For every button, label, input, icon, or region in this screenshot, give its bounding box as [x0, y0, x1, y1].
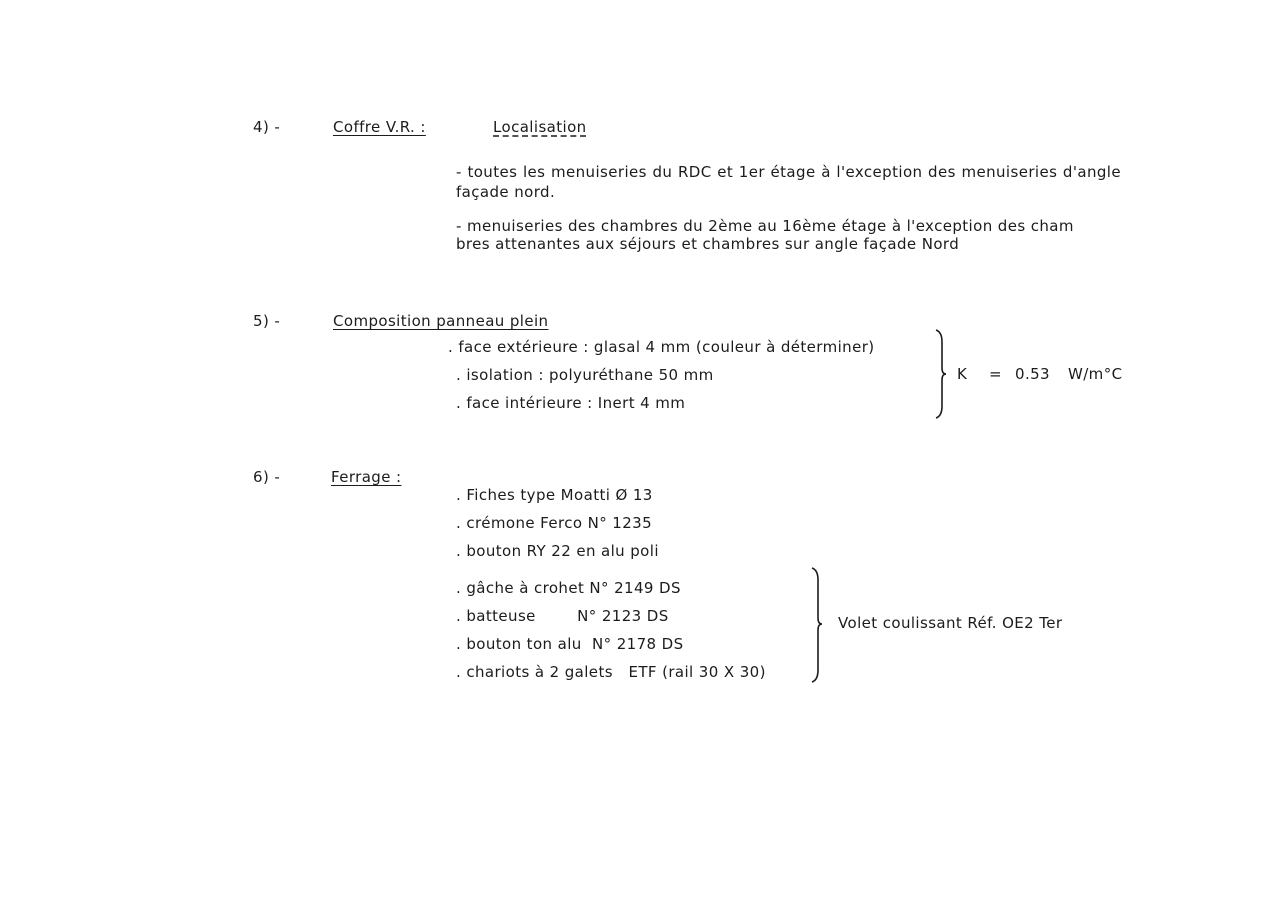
- ferrage-item: . bouton RY 22 en alu poli: [456, 542, 659, 560]
- section-4-number: 4) -: [253, 118, 281, 136]
- k-unit: W/m°C: [1068, 365, 1123, 383]
- ferrage-item: . crémone Ferco N° 1235: [456, 514, 653, 532]
- ferrage-group-item: . chariots à 2 galets ETF (rail 30 X 30): [456, 663, 766, 681]
- k-value: 0.53: [1015, 365, 1050, 383]
- ferrage-group-item: . batteuse N° 2123 DS: [456, 607, 669, 625]
- section-4-subtitle: Localisation: [493, 118, 587, 136]
- composition-item: . isolation : polyuréthane 50 mm: [456, 366, 714, 384]
- composition-item: . face intérieure : Inert 4 mm: [456, 394, 686, 412]
- section-6-number: 6) -: [253, 468, 281, 486]
- section-4-paragraph-2-line-2: bres attenantes aux séjours et chambres sur angle façade Nord: [456, 235, 960, 253]
- section-4-paragraph-2-line-1: - menuiseries des chambres du 2ème au 16ème étage à l'exception des cham: [456, 217, 1074, 235]
- section-5-title: Composition panneau plein: [333, 312, 549, 330]
- right-brace-ferrage: [806, 566, 828, 684]
- section-4-paragraph-1: - toutes les menuiseries du RDC et 1er étage à l'exception des menuiseries d'angle façade nord.: [456, 163, 1121, 201]
- ferrage-group-item: . gâche à crohet N° 2149 DS: [456, 579, 681, 597]
- volet-coulissant-note: Volet coulissant Réf. OE2 Ter: [838, 614, 1063, 632]
- k-label: K: [957, 365, 968, 383]
- section-4-title: Coffre V.R. :: [333, 118, 426, 136]
- k-equals: =: [989, 365, 1002, 383]
- section-5-number: 5) -: [253, 312, 281, 330]
- composition-item: . face extérieure : glasal 4 mm (couleur à déterminer): [448, 338, 875, 356]
- ferrage-group-item: . bouton ton alu N° 2178 DS: [456, 635, 684, 653]
- section-6-title: Ferrage :: [331, 468, 402, 486]
- right-brace-composition: [930, 328, 952, 420]
- ferrage-item: . Fiches type Moatti Ø 13: [456, 486, 653, 504]
